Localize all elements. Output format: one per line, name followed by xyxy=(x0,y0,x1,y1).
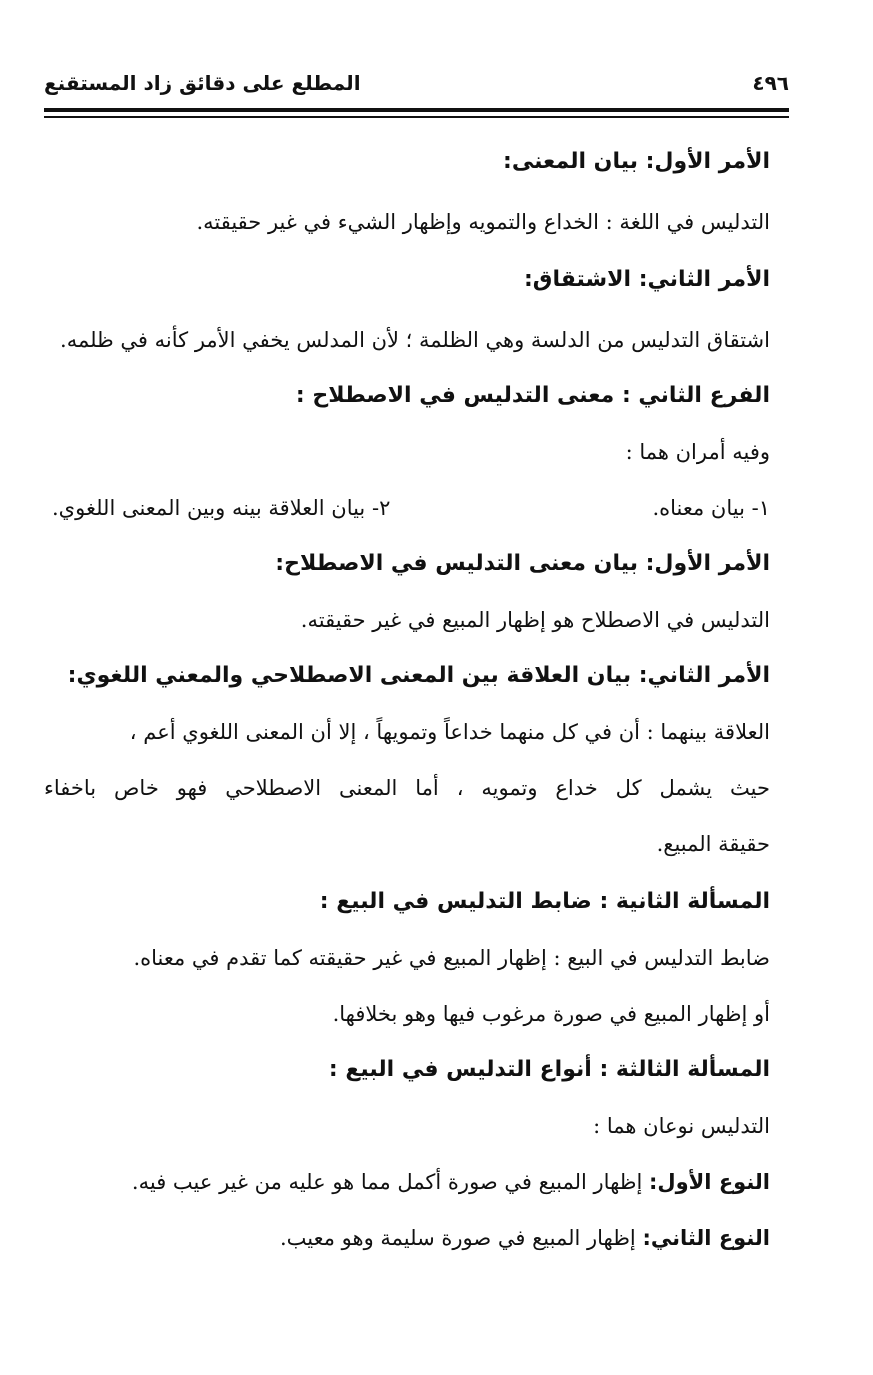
paragraph: أو إظهار المبيع في صورة مرغوب فيها وهو بخلافها. xyxy=(332,1002,770,1026)
section-heading: الأمر الأول: بيان المعنى: xyxy=(503,149,770,174)
type-text: إظهار المبيع في صورة سليمة وهو معيب. xyxy=(279,1226,643,1250)
paragraph: التدليس في الاصطلاح هو إظهار المبيع في غير حقيقته. xyxy=(300,608,770,632)
section-heading: المسألة الثالثة : أنواع التدليس في البيع : xyxy=(328,1057,770,1082)
type-label: النوع الثاني: xyxy=(642,1226,770,1250)
paragraph: وفيه أمران هما : xyxy=(625,440,770,464)
type-item xyxy=(280,1218,770,1258)
section-heading: الأمر الثاني: الاشتقاق: xyxy=(523,267,770,292)
section-heading: الأمر الأول: بيان معنى التدليس في الاصطلاح: xyxy=(275,551,770,576)
section-heading: المسألة الثانية : ضابط التدليس في البيع : xyxy=(319,889,770,914)
list-item: ١- بيان معناه. xyxy=(652,496,770,520)
paragraph: اشتقاق التدليس من الدلسة وهي الظلمة ؛ لأن المدلس يخفي الأمر كأنه في ظلمه. xyxy=(60,328,770,352)
running-header xyxy=(44,64,789,102)
paragraph: التدليس نوعان هما : xyxy=(593,1114,770,1138)
page-number: ٤٩٦ xyxy=(752,71,789,95)
type-text: إظهار المبيع في صورة أكمل مما هو عليه من غير عيب فيه. xyxy=(131,1170,649,1194)
section-heading: الفرع الثاني : معنى التدليس في الاصطلاح : xyxy=(295,383,770,408)
paragraph: التدليس في اللغة : الخداع والتمويه وإظهار الشيء في غير حقيقته. xyxy=(196,210,770,234)
paragraph: ضابط التدليس في البيع : إظهار المبيع في غير حقيقته كما تقدم في معناه. xyxy=(133,946,770,970)
type-item xyxy=(132,1162,770,1202)
header-rule-thin xyxy=(44,116,789,118)
paragraph: حقيقة المبيع. xyxy=(656,832,770,856)
paragraph: حيث يشمل كل خداع وتمويه ، أما المعنى الاصطلاحي فهو خاص باخفاء xyxy=(44,776,770,800)
type-label: النوع الأول: xyxy=(649,1170,770,1194)
numbered-list xyxy=(52,488,770,528)
section-heading: الأمر الثاني: بيان العلاقة بين المعنى الاصطلاحي والمعني اللغوي: xyxy=(67,663,770,688)
header-rule-thick xyxy=(44,108,789,112)
list-item: ٢- بيان العلاقة بينه وبين المعنى اللغوي. xyxy=(52,496,391,520)
paragraph: العلاقة بينهما : أن في كل منهما خداعاً وتمويهاً ، إلا أن المعنى اللغوي أعم ، xyxy=(129,720,770,744)
book-title: المطلع على دقائق زاد المستقنع xyxy=(44,71,361,95)
